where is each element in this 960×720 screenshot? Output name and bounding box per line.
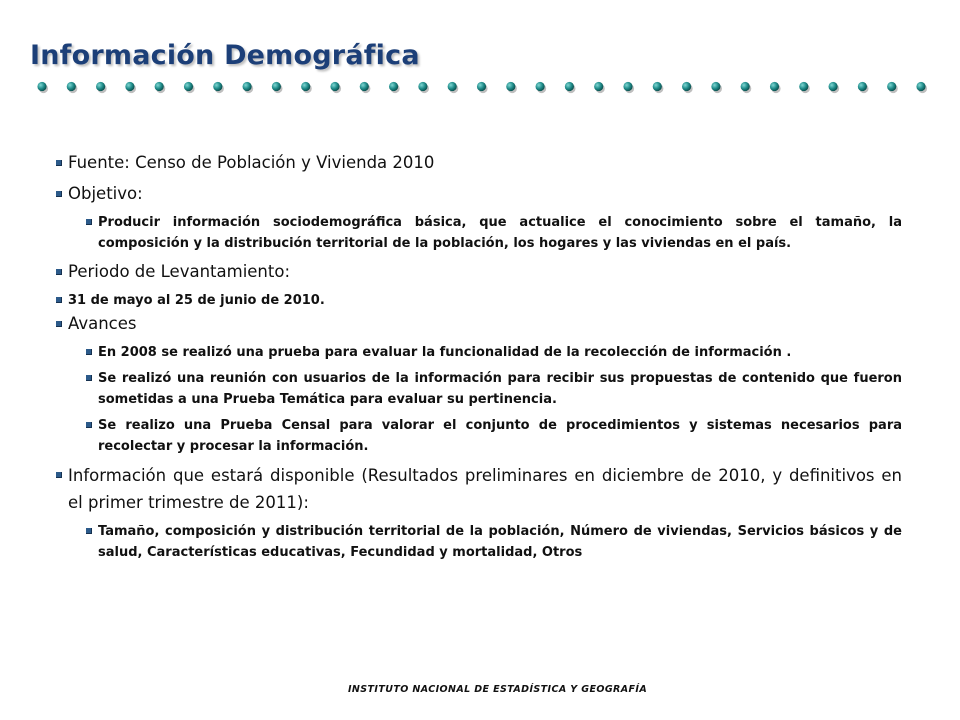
decorative-dot [858,82,867,91]
decorative-dot [506,82,515,91]
decorative-dot [741,82,750,91]
subbullet-avance-2: Se realizó una reunión con usuarios de la información para recibir sus propuestas de contenido que fueron sometidas a una Prueba Temática para evaluar su pertinencia. [86,368,902,410]
subbullet-objetivo-detail: Producir información sociodemográfica básica, que actualice el conocimiento sobre el tamaño, la composición y la distribución territorial de la población, los hogares y las viviendas en el país. [86,212,902,254]
decorative-dot [477,82,486,91]
decorative-dot [125,82,134,91]
decorative-dot [682,82,691,91]
square-bullet-icon [56,297,62,303]
square-bullet-icon [86,219,92,225]
square-bullet-icon [56,472,62,478]
decorative-dot [418,82,427,91]
bullet-fuente: Fuente: Censo de Población y Vivienda 2010 [56,150,902,176]
decorative-dot [799,82,808,91]
decorative-dot [653,82,662,91]
square-bullet-icon [86,528,92,534]
decorative-dot [916,82,925,91]
square-bullet-icon [86,375,92,381]
bullet-periodo: Periodo de Levantamiento: [56,259,902,285]
decorative-dot [243,82,252,91]
decorative-dot [536,82,545,91]
decorative-dot [155,82,164,91]
subbullet-disponible-detail: Tamaño, composición y distribución territorial de la población, Número de viviendas, Servicios básicos y de salud, Características educativas, Fecundidad y mortalidad, Otros [86,521,902,563]
decorative-dot [360,82,369,91]
square-bullet-icon [86,422,92,428]
decorative-dot [272,82,281,91]
decorative-dot [887,82,896,91]
decorative-dot [37,82,46,91]
decorative-dot [389,82,398,91]
content-body [56,150,902,563]
decorative-dot [565,82,574,91]
subbullet-avance-1: En 2008 se realizó una prueba para evaluar la funcionalidad de la recolección de información . [86,342,902,363]
decorative-dot [711,82,720,91]
square-bullet-icon [86,349,92,355]
decorative-dot [330,82,339,91]
square-bullet-icon [56,269,62,275]
square-bullet-icon [56,191,62,197]
decorative-dot [67,82,76,91]
decorative-dot [770,82,779,91]
subbullet-avance-3: Se realizo una Prueba Censal para valorar el conjunto de procedimientos y sistemas necesarios para recolectar y procesar la información. [86,415,902,457]
bullet-disponible: Información que estará disponible (Resultados preliminares en diciembre de 2010, y definitivos en el primer trimestre de 2011): [56,462,902,516]
decorative-dot [623,82,632,91]
decorative-dot [448,82,457,91]
decorative-dot [184,82,193,91]
decorative-dot [213,82,222,91]
decorative-dot-divider [36,80,936,94]
page-title: Información Demográfica [30,40,420,71]
footer-institution: INSTITUTO NACIONAL DE ESTADÍSTICA Y GEOGRAFÍA [348,684,648,695]
bullet-objetivo: Objetivo: [56,181,902,207]
square-bullet-icon [56,160,62,166]
decorative-dot [96,82,105,91]
decorative-dot [829,82,838,91]
decorative-dot [301,82,310,91]
subbullet-periodo-detail: 31 de mayo al 25 de junio de 2010. [56,290,902,311]
bullet-avances: Avances [56,311,902,337]
square-bullet-icon [56,321,62,327]
decorative-dot [594,82,603,91]
